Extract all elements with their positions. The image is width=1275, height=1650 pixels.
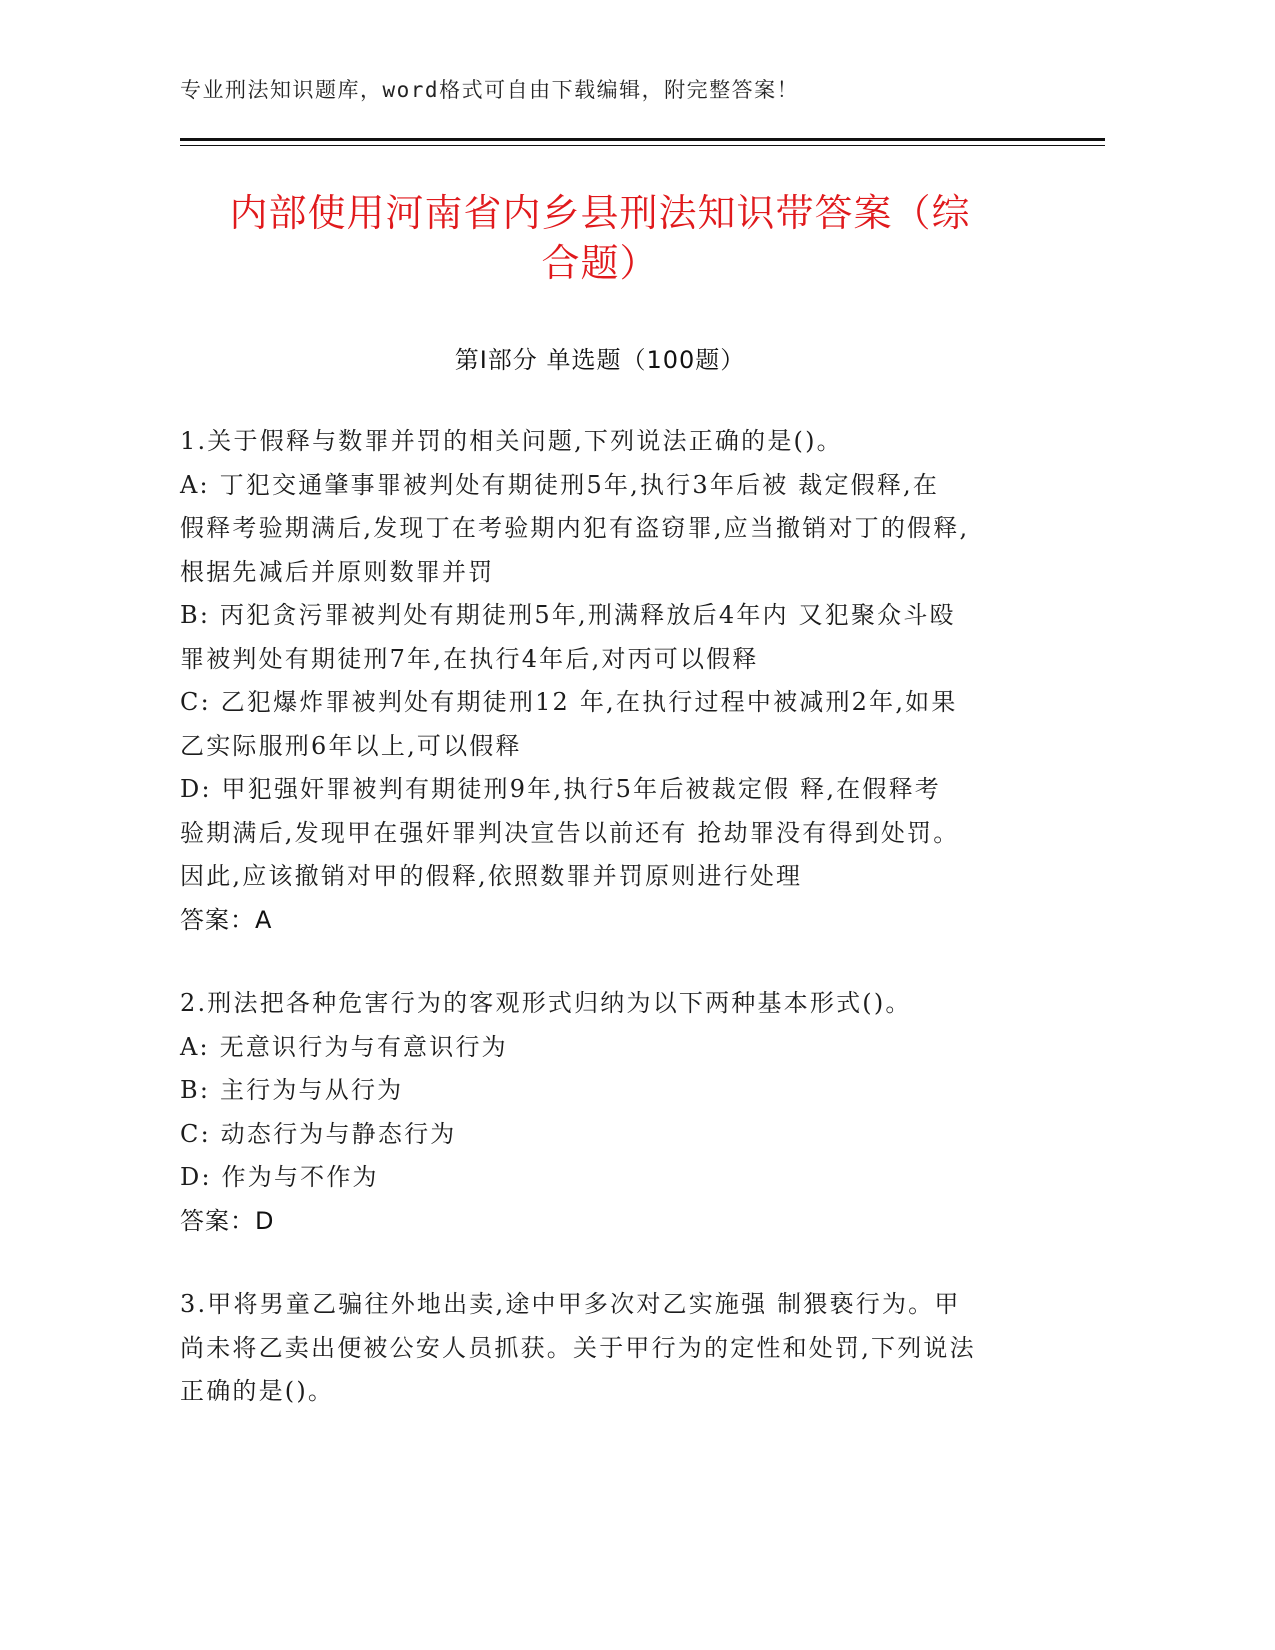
option-b-line: 罪被判处有期徒刑7年,在执行4年后,对丙可以假释: [180, 644, 759, 673]
option-a-line: A: 丁犯交通肇事罪被判处有期徒刑5年,执行3年后被 裁定假释,在: [180, 470, 940, 499]
question-stem-line: 2.刑法把各种危害行为的客观形式归纳为以下两种基本形式()。: [180, 989, 912, 1017]
header-note: 专业刑法知识题库，word格式可自由下载编辑，附完整答案！: [180, 78, 800, 102]
option-c-line: 乙实际服刑6年以上,可以假释: [180, 731, 522, 760]
option-a-line: A: 无意识行为与有意识行为: [180, 1032, 508, 1061]
question-stem-line: 3.甲将男童乙骗往外地出卖,途中甲多次对乙实施强 制猥亵行为。甲: [180, 1290, 961, 1318]
option-b-line: B: 主行为与从行为: [180, 1076, 404, 1104]
answer-label: 答案：D: [180, 1206, 275, 1235]
question-list: [180, 420, 1040, 1454]
option-a-line: 假释考验期满后,发现丁在考验期内犯有盗窃罪,应当撤销对丁的假释,: [180, 514, 970, 542]
option-b-line: B: 丙犯贪污罪被判处有期徒刑5年,刑满释放后4年内 又犯聚众斗殴: [180, 601, 956, 629]
title-line-1: 内部使用河南省内乡县刑法知识带答案（综: [229, 191, 971, 235]
question-stem-line: 正确的是()。: [180, 1377, 335, 1405]
question-stem-line: 尚未将乙卖出便被公安人员抓获。关于甲行为的定性和处罚,下列说法: [180, 1333, 976, 1362]
question-1: [180, 420, 1040, 942]
option-d-line: D: 甲犯强奸罪被判有期徒刑9年,执行5年后被裁定假 释,在假释考: [180, 775, 941, 803]
title-line-2: 合题）: [541, 241, 659, 285]
question-stem-line: 1.关于假释与数罪并罚的相关问题,下列说法正确的是()。: [180, 427, 843, 455]
option-d-line: 因此,应该撤销对甲的假释,依照数罪并罚原则进行处理: [180, 862, 803, 890]
option-c-line: C: 乙犯爆炸罪被判处有期徒刑12 年,在执行过程中被减刑2年,如果: [180, 688, 958, 716]
option-a-line: 根据先减后并原则数罪并罚: [180, 557, 495, 586]
question-3: [180, 1283, 1040, 1414]
option-c-line: C: 动态行为与静态行为: [180, 1119, 457, 1148]
section-heading: 第Ⅰ部分 单选题（100题）: [454, 346, 746, 374]
header-divider-thick: [180, 138, 1105, 141]
question-2: [180, 982, 1040, 1243]
option-d-line: 验期满后,发现甲在强奸罪判决宣告以前还有 抢劫罪没有得到处罚。: [180, 818, 960, 847]
option-d-line: D: 作为与不作为: [180, 1163, 379, 1191]
header-divider-thin: [180, 145, 1105, 146]
document-title: [180, 188, 1020, 288]
answer-label: 答案：A: [180, 905, 273, 934]
